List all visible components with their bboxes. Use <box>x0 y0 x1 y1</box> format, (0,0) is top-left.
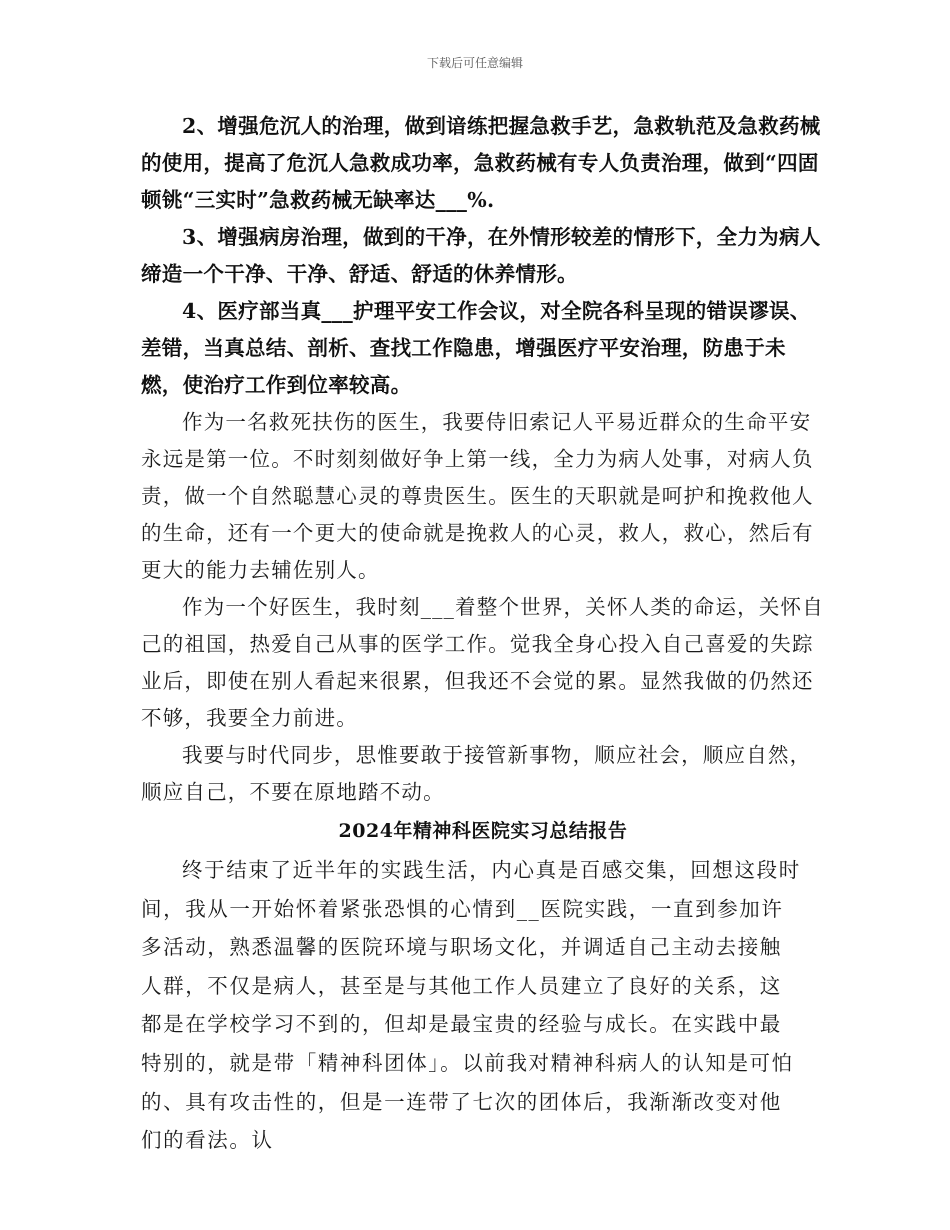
section-title: 2024年精神科医院实习总结报告 <box>338 820 628 842</box>
paragraph-item-3: 3、增强病房治理，做到的干净，在外情形较差的情形下，全力为病人缔造一个干净、干净、舒适、舒适的休养情形。 <box>141 225 821 286</box>
paragraph-keep-pace: 我要与时代同步，思惟要敢于接管新事物，顺应社会，顺应自然，顺应自己，不要在原地踏不动。 <box>141 743 812 804</box>
paragraph-internship-summary: 终于结束了近半年的实践生活，内心真是百感交集，回想这段时间，我从一开始怀着紧张恐惧的心情到__医院实践，一直到参加许多活动，熟悉温馨的医院环境与职场文化，并调适自己主动去接触人群，不仅是病人，甚至是与其他工作人员建立了良好的关系，这都是在学校学习不到的，但却是最宝贵的经验与成长。在实践中最特别的，就是带「精神科团体」。以前我对精神科病人的认知是可怕的、具有攻击性的，但是一连带了七次的团体后，我渐渐改变对他们的看法。认 <box>141 858 801 1153</box>
paragraph-good-doctor: 作为一个好医生，我时刻___着整个世界，关怀人类的命运，关怀自己的祖国，热爱自己从事的医学工作。觉我全身心投入自己喜爱的失踪业后，即使在别人看起来很累，但我还不会觉的累。显然我做的仍然还不够，我要全力前进。 <box>141 595 824 730</box>
paragraph-doctor-mission: 作为一名救死扶伤的医生，我要侍旧索记人平易近群众的生命平安永远是第一位。不时刻刻做好争上第一线，全力为病人处事，对病人负责，做一个自然聪慧心灵的尊贵医生。医生的天职就是呵护和挽救他人的生命，还有一个更大的使命就是挽救人的心灵，救人，救心，然后有更大的能力去辅佐别人。 <box>141 410 814 582</box>
paragraph-item-4: 4、医疗部当真___护理平安工作会议，对全院各科呈现的错误谬误、差错，当真总结、剖析、查找工作隐患，增强医疗平安治理，防患于未燃，使治疗工作到位率较高。 <box>141 299 811 397</box>
document-body <box>141 108 825 1160</box>
page-header-note: 下载后可任意编辑 <box>426 56 523 70</box>
paragraph-item-2: 2、增强危沉人的治理，做到谙练把握急救手艺，急救轨范及急救药械的使用，提高了危沉人急救成功率，急救药械有专人负责治理，做到“四固顿铫“三实时”急救药械无缺率达___%. <box>141 114 821 212</box>
